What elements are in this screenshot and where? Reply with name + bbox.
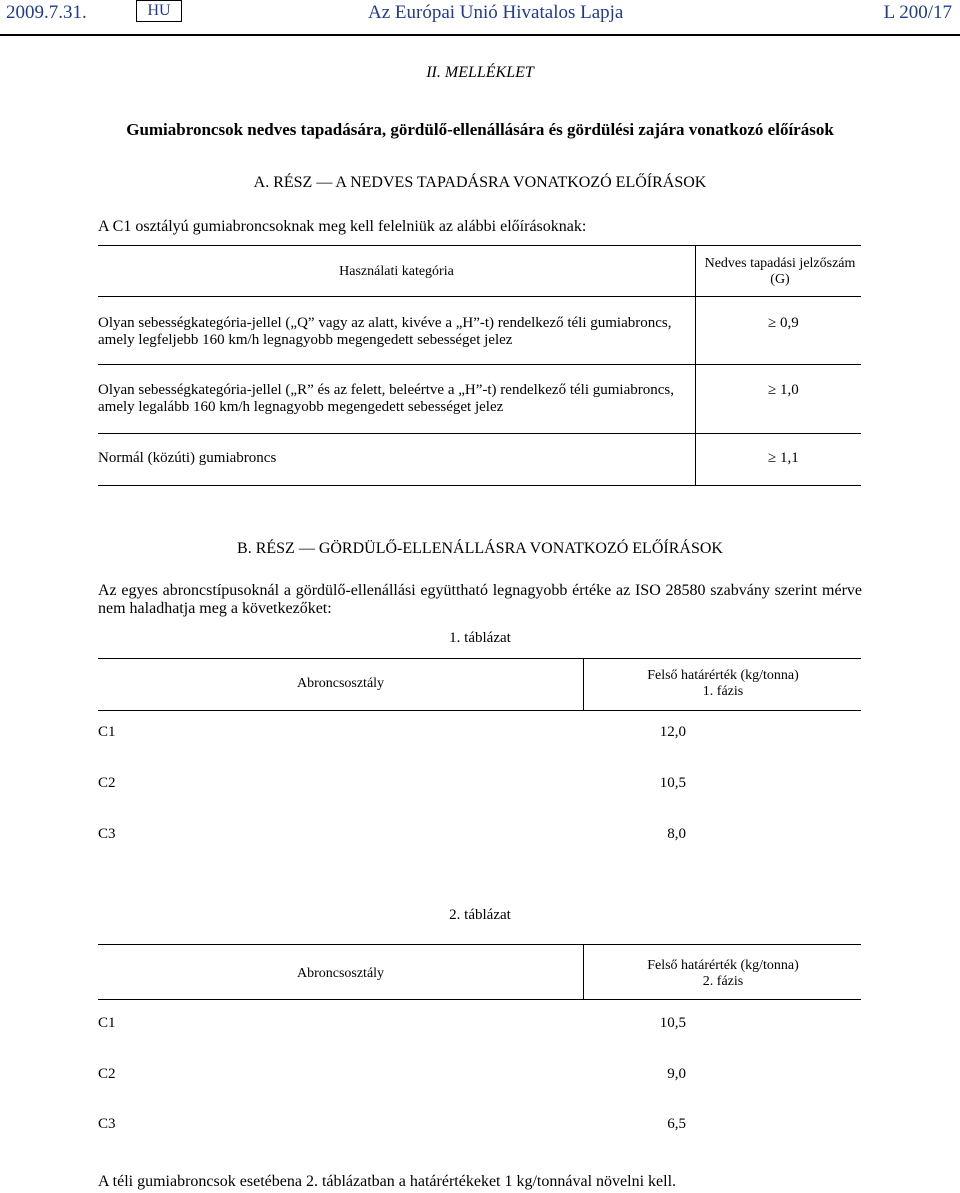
table-rule <box>98 433 861 434</box>
table-row-class: C1 <box>98 1015 116 1031</box>
part-a-title: A. RÉSZ — A NEDVES TAPADÁSRA VONATKOZÓ ELŐÍRÁSOK <box>253 174 707 191</box>
table-rule <box>98 296 861 297</box>
table-column-divider <box>583 658 584 710</box>
table-row-value: ≥ 1,1 <box>768 450 799 466</box>
language-badge: HU <box>136 0 182 22</box>
journal-title: Az Európai Unió Hivatalos Lapja <box>368 2 624 23</box>
table-row-class: C1 <box>98 724 116 740</box>
table-row-class: C3 <box>98 1116 116 1132</box>
table-row-value: ≥ 1,0 <box>768 382 799 398</box>
table-column-divider <box>583 944 584 999</box>
column-header-tyre-class: Abroncsosztály <box>296 676 385 691</box>
part-b-title: B. RÉSZ — GÖRDÜLŐ-ELLENÁLLÁSRA VONATKOZÓ ELŐÍRÁSOK <box>237 540 723 557</box>
column-header-phase: 1. fázis <box>702 684 744 699</box>
publication-date: 2009.7.31. <box>6 2 87 23</box>
table-row-class: C2 <box>98 1066 116 1082</box>
table-row-value: 10,5 <box>659 1015 686 1031</box>
column-header-wet-grip-index: Nedves tapadási jelzőszám (G) <box>704 256 856 287</box>
header-rule <box>0 34 960 36</box>
table-row-value: ≥ 0,9 <box>768 315 799 331</box>
table-row-class: C2 <box>98 775 116 791</box>
main-title: Gumiabroncsok nedves tapadására, gördülő-ellenállására és gördülési zajára vonatkozó előírások <box>126 120 834 139</box>
column-header-limit-value: Felső határérték (kg/tonna) <box>647 958 799 973</box>
table-row-class: C3 <box>98 826 116 842</box>
table-rule <box>98 245 861 246</box>
column-header-tyre-class: Abroncsosztály <box>296 966 385 981</box>
winter-tyre-note: A téli gumiabroncsok esetébena 2. táblázatban a határértékeket 1 kg/tonnával növelni kell. <box>98 1173 677 1190</box>
table-rule <box>98 364 861 365</box>
table-row-category: Olyan sebességkategória-jellel („Q” vagy az alatt, kivéve a „H”-t) rendelkező téli gumiabroncs, amely legfeljebb 160 km/h legnagyobb megengedett sebességet jelez <box>98 315 672 348</box>
column-header-limit-value: Felső határérték (kg/tonna) <box>647 668 799 683</box>
table-row-category: Olyan sebességkategória-jellel („R” és az felett, beleértve a „H”-t) rendelkező téli gumiabroncs, amely legalább 160 km/h legnagyobb megengedett sebességet jelez <box>98 382 674 415</box>
table-row-value: 12,0 <box>659 724 686 740</box>
table-row-value: 8,0 <box>667 826 686 842</box>
page-number: L 200/17 <box>883 2 952 23</box>
table-rule <box>98 658 861 659</box>
table-1-caption: 1. táblázat <box>449 630 511 646</box>
column-header-phase: 2. fázis <box>702 974 744 989</box>
table-row-value: 10,5 <box>659 775 686 791</box>
table-row-value: 6,5 <box>667 1116 686 1132</box>
part-a-intro: A C1 osztályú gumiabroncsoknak meg kell felelniük az alábbi előírásoknak: <box>98 218 587 235</box>
table-column-divider <box>695 245 696 485</box>
table-rule <box>98 710 861 711</box>
table-rule <box>98 485 861 486</box>
table-row-value: 9,0 <box>667 1066 686 1082</box>
table-rule <box>98 999 861 1000</box>
column-header-usage-category: Használati kategória <box>339 264 454 279</box>
table-row-category: Normál (közúti) gumiabroncs <box>98 450 277 466</box>
table-rule <box>98 944 861 945</box>
table-2-caption: 2. táblázat <box>449 907 511 923</box>
annex-title: II. MELLÉKLET <box>426 64 534 81</box>
part-b-intro: Az egyes abroncstípusoknál a gördülő-ellenállási együttható legnagyobb értéke az ISO 28580 szabvány szerint mérve nem haladhatja meg a következőket: <box>98 582 862 617</box>
